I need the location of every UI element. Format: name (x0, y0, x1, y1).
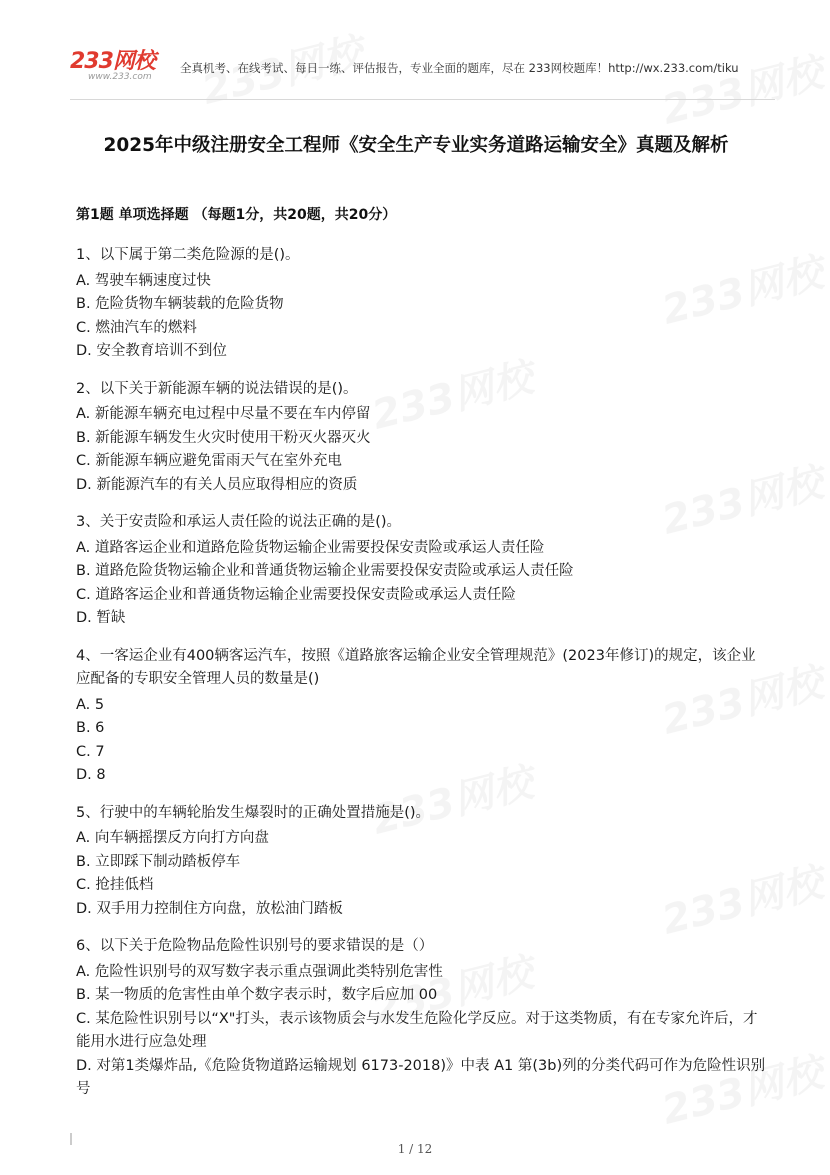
question-option: A. 道路客运企业和道路危险货物运输企业需要投保安责险或承运人责任险 (76, 539, 545, 556)
question-item (76, 244, 766, 364)
question-option: D. 8 (76, 767, 106, 783)
question-list (76, 244, 766, 1116)
question-stem: 4、一客运企业有400辆客运汽车，按照《道路旅客运输企业安全管理规范》(2023年修订)的规定，该企业应配备的专职安全管理人员的数量是() (76, 647, 756, 687)
question-item (76, 378, 766, 498)
brand-logo[interactable]: 233网校 (70, 49, 155, 74)
question-option: D. 暂缺 (76, 610, 126, 626)
question-option: A. 危险性识别号的双写数字表示重点强调此类特别危害性 (76, 963, 443, 980)
question-option: B. 6 (76, 720, 105, 736)
question-option: A. 5 (76, 696, 105, 713)
question-option: B. 危险货物车辆装载的危险货物 (76, 296, 284, 312)
question-option: B. 某一物质的危害性由单个数字表示时，数字后应加 00 (76, 987, 438, 1003)
question-stem: 6、以下关于危险物品危险性识别号的要求错误的是（） (76, 938, 434, 954)
question-option: A. 驾驶车辆速度过快 (76, 272, 211, 289)
header-tagline: 全真机考、在线考试、每日一练、评估报告，专业全面的题库，尽在 233网校题库！http://wx.233.com/tiku (180, 61, 739, 75)
question-option: D. 新能源汽车的有关人员应取得相应的资质 (76, 476, 358, 493)
question-option: B. 道路危险货物运输企业和普通货物运输企业需要投保安责险或承运人责任险 (76, 563, 574, 579)
question-stem: 1、以下属于第二类危险源的是()。 (76, 247, 300, 263)
question-option: B. 立即踩下制动踏板停车 (76, 853, 241, 870)
question-option: C. 燃油汽车的燃料 (76, 319, 197, 336)
question-option: A. 向车辆摇摆反方向打方向盘 (76, 830, 269, 846)
question-option: A. 新能源车辆充电过程中尽量不要在车内停留 (76, 406, 371, 422)
question-item (76, 511, 766, 631)
question-item (76, 645, 766, 788)
question-stem: 2、以下关于新能源车辆的说法错误的是()。 (76, 380, 358, 397)
question-item (76, 802, 766, 922)
question-option: C. 道路客运企业和普通货物运输企业需要投保安责险或承运人责任险 (76, 586, 516, 603)
section-heading: 第1题 单项选择题 （每题1分，共20题，共20分） (76, 207, 397, 223)
brand-logo-url: www.233.com (88, 72, 152, 82)
header-divider (70, 99, 775, 100)
question-option: C. 新能源车辆应避免雷雨天气在室外充电 (76, 453, 342, 469)
document-title: 2025年中级注册安全工程师《安全生产专业实务道路运输安全》真题及解析 (103, 135, 729, 156)
question-option: C. 7 (76, 743, 105, 760)
question-item (76, 935, 766, 1102)
question-option: C. 抢挂低档 (76, 877, 154, 893)
question-option: D. 对第1类爆炸品,《危险货物道路运输规划 6173-2018)》中表 A1 第(3b)列的分类代码可作为危险性识别号 (76, 1057, 766, 1097)
question-stem: 5、行驶中的车辆轮胎发生爆裂时的正确处置措施是()。 (76, 804, 431, 821)
page-header (0, 0, 830, 100)
question-stem: 3、关于安责险和承运人责任险的说法正确的是()。 (76, 514, 402, 530)
question-option: B. 新能源车辆发生火灾时使用干粉灭火器灭火 (76, 429, 371, 446)
page-number: 1 / 12 (397, 1142, 433, 1156)
question-option: D. 双手用力控制住方向盘，放松油门踏板 (76, 900, 343, 917)
question-option: C. 某危险性识别号以“X"打头，表示该物质会与水发生危险化学反应。对于这类物质，有在专家允许后，才能用水进行应急处理 (76, 1010, 758, 1050)
question-option: D. 安全教育培训不到位 (76, 343, 227, 359)
